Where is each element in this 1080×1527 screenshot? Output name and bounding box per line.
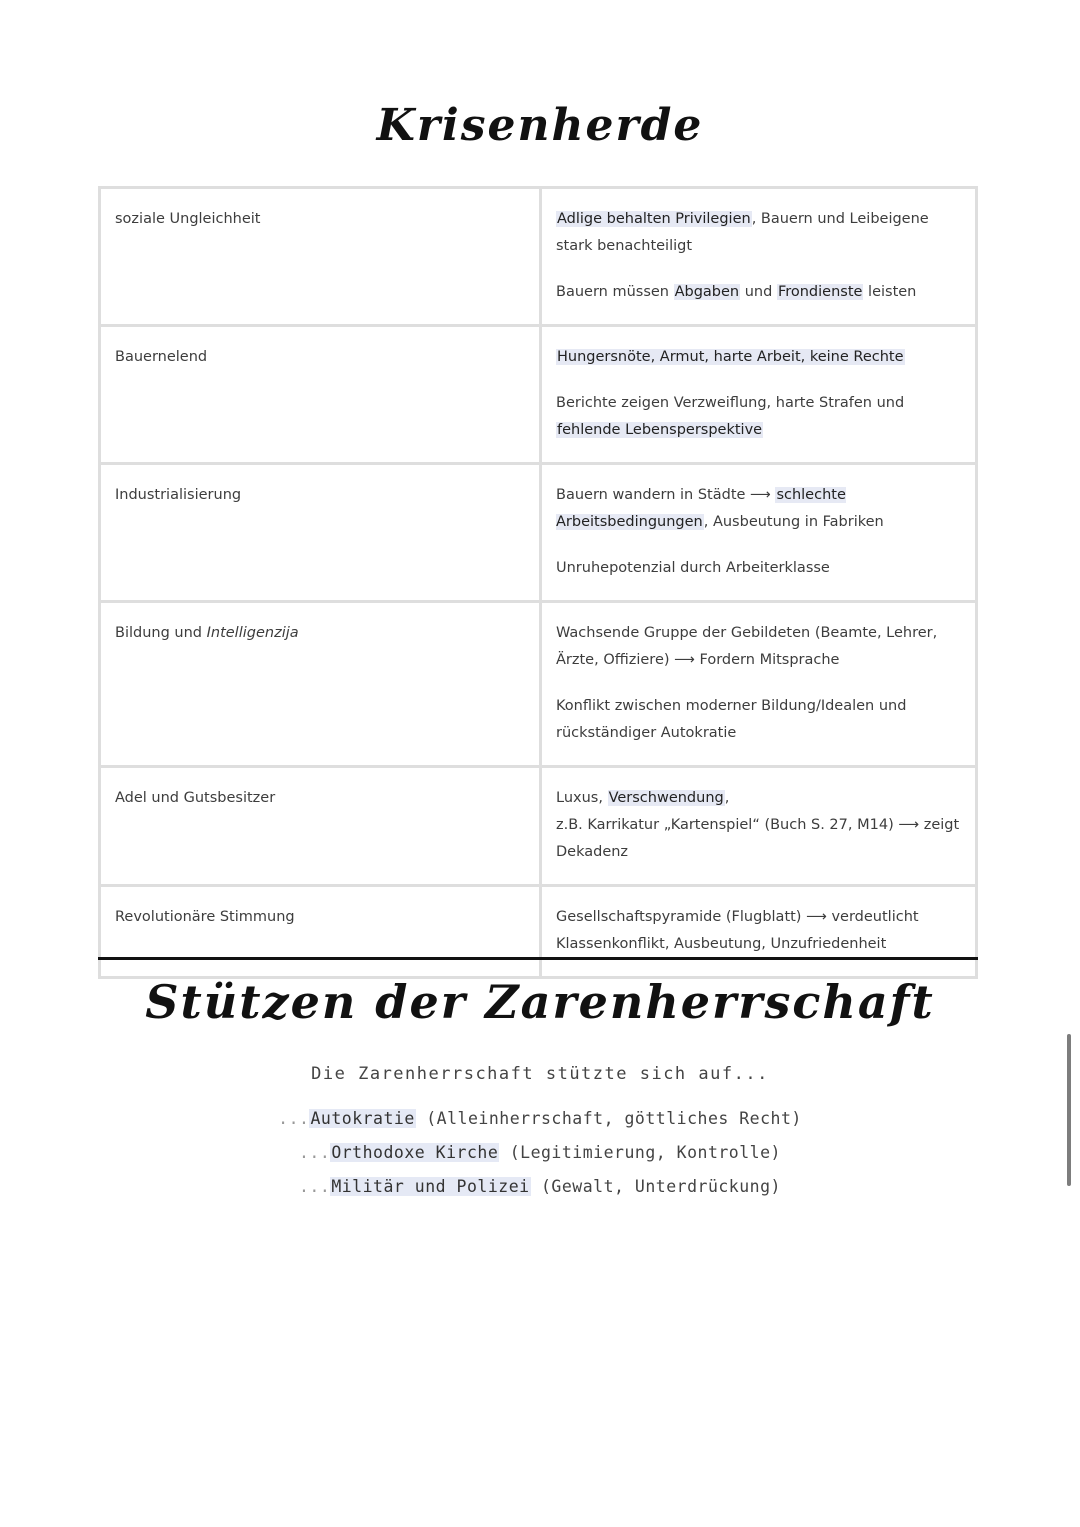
ellipsis-prefix: ... (299, 1177, 331, 1196)
table-row (100, 326, 977, 464)
text-segment: , (724, 790, 730, 806)
text-segment: z.B. Karrikatur „Kartenspiel“ (Buch S. 27, M14) ⟶ zeigt Dekadenz (556, 817, 960, 860)
topic-label: Bildung und (115, 625, 202, 641)
description-paragraph (556, 693, 961, 747)
topic-cell (100, 188, 541, 326)
text-segment: Bauern wandern in Städte ⟶ (556, 487, 776, 503)
topic-cell (100, 326, 541, 464)
pillar-detail: (Gewalt, Unterdrückung) (530, 1177, 781, 1196)
topic-cell (100, 767, 541, 886)
intro-text: Die Zarenherrschaft stützte sich auf... (311, 1064, 769, 1084)
description-paragraph (556, 279, 961, 306)
text-segment: Wachsende Gruppe der Gebildeten (Beamte, Lehrer, Ärzte, Offiziere) ⟶ Fordern Mitsprache (556, 625, 938, 668)
description-paragraph (556, 904, 961, 958)
topic-cell (100, 602, 541, 767)
table-row (100, 767, 977, 886)
list-item (0, 1138, 1080, 1172)
text-segment: Luxus, (556, 790, 608, 806)
crisis-table (98, 186, 978, 979)
list-item (0, 1104, 1080, 1138)
description-paragraph (556, 555, 961, 582)
topic-label: Revolutionäre Stimmung (115, 909, 295, 925)
highlighted-text: Abgaben (674, 284, 740, 300)
topic-label: Industrialisierung (115, 487, 242, 503)
topic-label: soziale Ungleichheit (115, 211, 261, 227)
description-cell (541, 886, 977, 978)
topic-label: Adel und Gutsbesitzer (115, 790, 276, 806)
ellipsis-prefix: ... (299, 1143, 331, 1162)
text-segment: Berichte zeigen Verzweiflung, harte Strafen und (556, 395, 905, 411)
description-paragraph (556, 482, 961, 536)
section-title-stuetzen: Stützen der Zarenherrschaft (145, 975, 935, 1029)
highlighted-text: Militär und Polizei (331, 1177, 530, 1196)
topic-label: Bauernelend (115, 349, 208, 365)
text-segment: und (740, 284, 777, 300)
description-cell (541, 326, 977, 464)
description-paragraph (556, 206, 961, 260)
highlighted-text: Frondienste (777, 284, 863, 300)
ellipsis-prefix: ... (278, 1109, 310, 1128)
highlighted-text: fehlende Lebensperspektive (557, 422, 763, 438)
topic-cell (100, 464, 541, 602)
table-row (100, 602, 977, 767)
description-paragraph (556, 390, 961, 444)
table-row (100, 464, 977, 602)
description-paragraph (556, 344, 961, 371)
text-segment: Konflikt zwischen moderner Bildung/Idealen und rückständiger Autokratie (556, 698, 907, 741)
highlighted-text: Orthodoxe Kirche (331, 1143, 499, 1162)
pillar-detail: (Alleinherrschaft, göttliches Recht) (415, 1109, 802, 1128)
scrollbar-thumb[interactable] (1067, 1034, 1071, 1186)
highlighted-text: Autokratie (310, 1109, 415, 1128)
table-row (100, 886, 977, 978)
text-segment: , Ausbeutung in Fabriken (703, 514, 884, 530)
section-divider (98, 957, 978, 960)
list-item (0, 1172, 1080, 1206)
highlighted-text: schlechte Arbeitsbedingungen (556, 487, 846, 530)
text-segment: Gesellschaftspyramide (Flugblatt) ⟶ verdeutlicht Klassenkonflikt, Ausbeutung, Unzufriedenheit (556, 909, 919, 952)
topic-label-italic: Intelligenzija (206, 625, 299, 641)
text-segment: Bauern müssen (556, 284, 674, 300)
text-segment: leisten (863, 284, 917, 300)
highlighted-text: Verschwendung (608, 790, 724, 806)
description-paragraph (556, 785, 961, 866)
text-segment: Unruhepotenzial durch Arbeiterklasse (556, 560, 830, 576)
description-cell (541, 188, 977, 326)
section-title-krisenherde: Krisenherde (376, 100, 704, 151)
pillar-detail: (Legitimierung, Kontrolle) (499, 1143, 781, 1162)
highlighted-text: Adlige behalten Privilegien (557, 211, 751, 227)
description-paragraph (556, 620, 961, 674)
text-segment: , Bauern und Leibeigene stark benachteiligt (556, 211, 929, 254)
pillar-list (0, 1104, 1080, 1206)
highlighted-text: Hungersnöte, Armut, harte Arbeit, keine Rechte (557, 349, 904, 365)
topic-cell (100, 886, 541, 978)
description-cell (541, 767, 977, 886)
table-row (100, 188, 977, 326)
description-cell (541, 464, 977, 602)
description-cell (541, 602, 977, 767)
